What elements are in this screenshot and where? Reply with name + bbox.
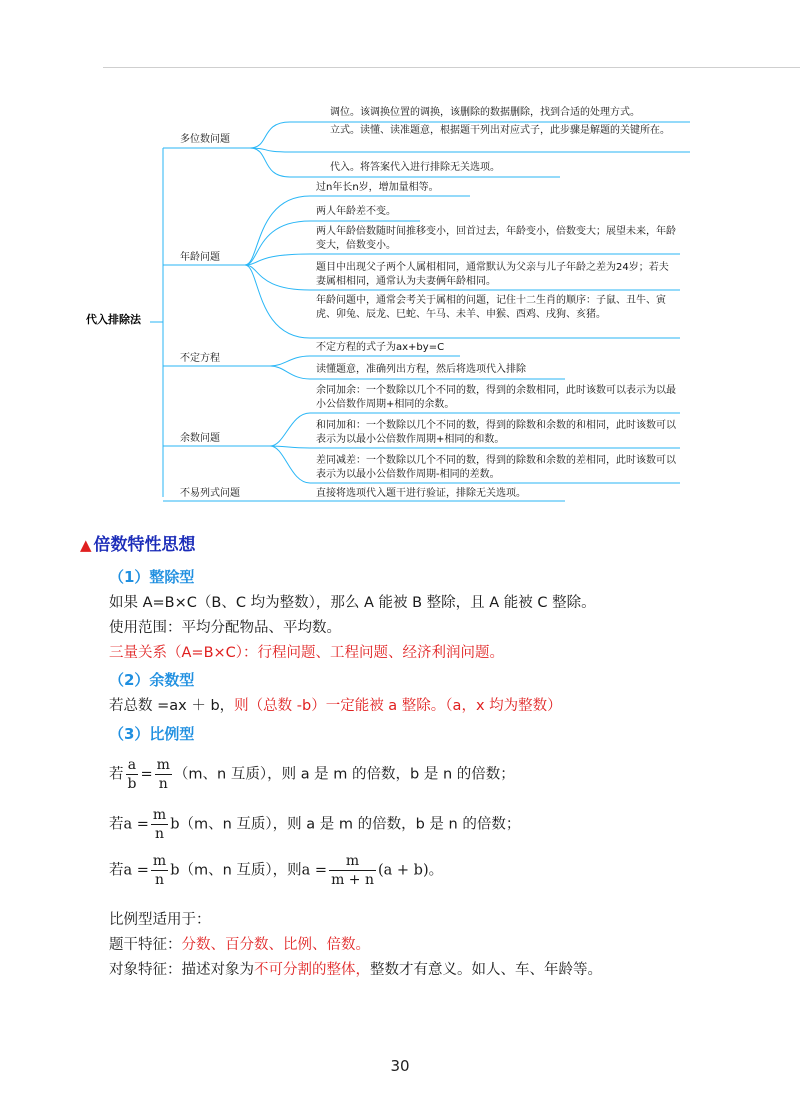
fraction-m-over-n [151, 852, 168, 889]
formula-prefix: 若 [109, 766, 124, 783]
leaf-multidigit-1: 调位。该调换位置的调换，该删除的数据删除，找到合适的处理方式。 [330, 107, 640, 118]
fraction-a-over-b [126, 756, 139, 793]
remainder-line-red: 则（总数 -b）一定能被 a 整除。（a，x 均为整数） [234, 698, 562, 714]
leaf-multidigit-2: 立式。读懂、读准题意，根据题干列出对应式子，此步骤是解题的关键所在。 [330, 125, 670, 136]
leaf-age-1: 过n年长n岁，增加量相等。 [316, 182, 439, 193]
ratio-object-feature [109, 958, 602, 979]
remainder-line [109, 694, 562, 715]
formula-variable: b [170, 816, 180, 833]
divisible-line-3: 三量关系（A=B×C）：行程问题、工程问题、经济利润问题。 [109, 645, 505, 661]
branch-label-age: 年龄问题 [180, 252, 220, 263]
object-highlight: 不可分割的整体， [254, 962, 370, 978]
branch-label-remainder: 余数问题 [180, 433, 220, 444]
stem-label: 题干特征： [109, 937, 182, 953]
sub-heading-ratio: （3）比例型 [109, 725, 195, 743]
ratio-formula-3 [109, 852, 443, 889]
numerator: m [152, 853, 167, 869]
leaf-remainder-2: 和同加和：一个数除以几个不同的数，得到的除数和余数的和相同，此时该数可以表示为以最小公倍数作周期+相同的和数。 [316, 420, 676, 445]
formula-prefix: 若 [109, 816, 124, 833]
ratio-formula-2 [109, 806, 520, 843]
divisible-line-2: 使用范围：平均分配物品、平均数。 [109, 620, 341, 636]
remainder-line-black: 若总数 =ax ＋ b， [109, 698, 235, 714]
section-heading [80, 530, 196, 555]
numerator: m [156, 757, 170, 773]
denominator: n [155, 826, 165, 842]
formula-variable: b [170, 862, 180, 879]
leaf-equation-1: 不定方程的式子为ax+by=C [316, 342, 445, 353]
numerator: m [152, 807, 167, 823]
leaf-age-3: 两人年龄倍数随时间推移变小，回首过去，年龄变小，倍数变大；展望未来，年龄变大，倍数变小。 [316, 226, 676, 251]
denominator: n [155, 872, 165, 888]
formula-text: （m、n 互质），则 a 是 m 的倍数，b 是 n 的倍数； [179, 816, 521, 833]
branch-label-indefinite-equation: 不定方程 [180, 353, 220, 364]
section-title: 倍数特性思想 [93, 535, 196, 555]
fraction-m-over-n [151, 806, 168, 843]
branch-label-multidigit: 多位数问题 [180, 134, 230, 145]
numerator: m [329, 852, 376, 871]
branch-label-hard-to-formulate: 不易列式问题 [180, 488, 240, 499]
object-tail: 整数才有意义。如人、车、年龄等。 [370, 962, 602, 978]
denominator: n [158, 776, 168, 792]
leaf-multidigit-3: 代入。将答案代入进行排除无关选项。 [330, 162, 500, 173]
sub-heading-remainder: （2）余数型 [109, 671, 195, 689]
numerator: a [126, 756, 139, 775]
formula-lhs-2: a = [301, 862, 328, 879]
denominator: b [127, 776, 137, 792]
fraction-m-over-m-plus-n [329, 852, 376, 889]
ratio-apply-title: 比例型适用于： [109, 912, 211, 928]
equals-sign: = [140, 766, 153, 783]
leaf-age-4: 题目中出现父子两个人属相相同，通常默认为父亲与儿子年龄之差为24岁；若夫妻属相相同，通常认为夫妻俩年龄相同。 [316, 262, 669, 287]
page-number: 30 [390, 1057, 410, 1075]
stem-value: 分数、百分数、比例、倍数。 [181, 937, 370, 953]
leaf-age-5: 年龄问题中，通常会考关于属相的问题，记住十二生肖的顺序：子鼠、丑牛、寅虎、卯兔、辰龙、巳蛇、午马、未羊、申猴、酉鸡、戌狗、亥猪。 [316, 295, 666, 320]
fraction-m-over-n [155, 756, 172, 793]
mindmap-root: 代入排除法 [86, 313, 141, 326]
denominator: m + n [331, 872, 375, 888]
formula-prefix: 若 [109, 862, 124, 879]
leaf-hard-1: 直接将选项代入题干进行验证，排除无关选项。 [316, 488, 526, 499]
leaf-remainder-3: 差同减差：一个数除以几个不同的数，得到的除数和余数的差相同，此时该数可以表示为以最小公倍数作周期-相同的差数。 [316, 455, 676, 480]
sub-heading-divisible: （1）整除型 [109, 568, 195, 586]
leaf-age-2: 两人年龄差不变。 [316, 206, 396, 217]
formula-lhs: a = [123, 816, 149, 833]
ratio-formula-1 [109, 756, 515, 793]
triangle-icon: ▲ [80, 536, 92, 554]
divisible-line-1: 如果 A=B×C（B、C 均为整数），那么 A 能被 B 整除，且 A 能被 C 整除。 [109, 595, 596, 611]
ratio-stem-feature [109, 933, 370, 954]
object-label: 对象特征：描述对象为 [109, 962, 254, 978]
formula-lhs: a = [123, 862, 149, 879]
formula-tail: (a + b)。 [378, 862, 444, 879]
leaf-equation-2: 读懂题意，准确列出方程，然后将选项代入排除 [316, 364, 526, 375]
formula-text: （m、n 互质），则 a 是 m 的倍数，b 是 n 的倍数； [173, 766, 515, 783]
formula-text: （m、n 互质），则 [179, 862, 302, 879]
leaf-remainder-1: 余同加余：一个数除以几个不同的数，得到的余数相同，此时该数可以表示为以最小公倍数作周期+相同的余数。 [316, 385, 676, 410]
